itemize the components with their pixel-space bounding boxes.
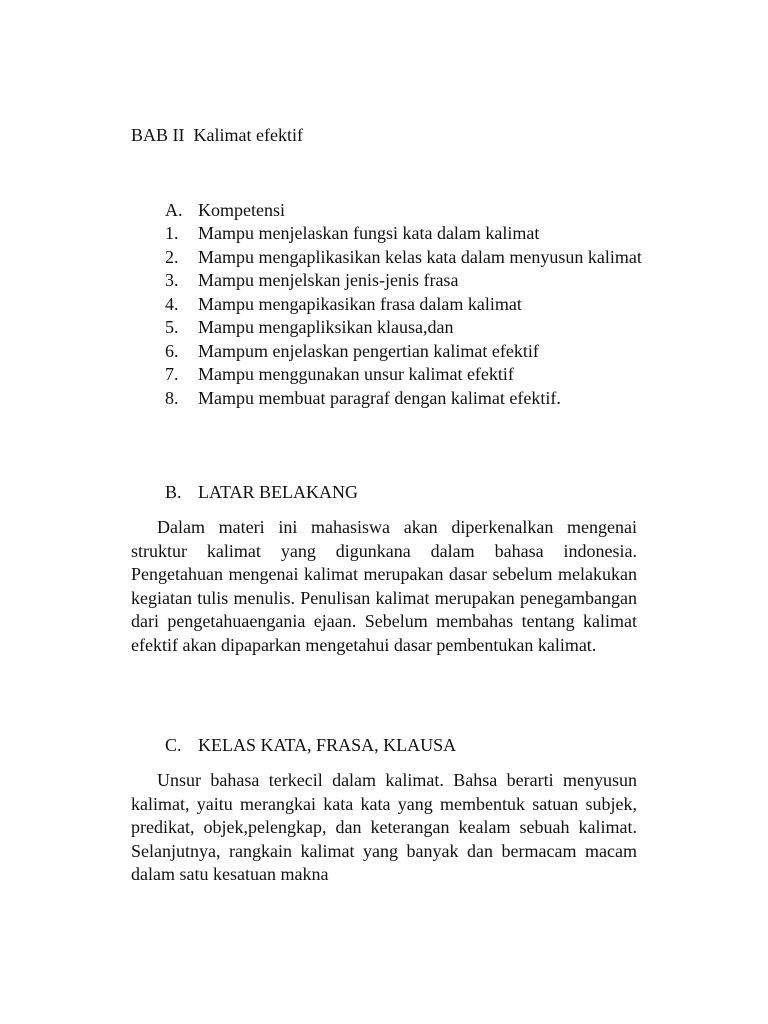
list-item-text: Mampu menjelaskan fungsi kata dalam kalimat (198, 223, 540, 243)
section-c-paragraph: Unsur bahasa terkecil dalam kalimat. Bahsa berarti menyusun kalimat, yaitu merangkai kata kata yang membentuk satuan subjek, predikat, objek,pelengkap, dan keterangan kealam sebuah kalimat. Selanjutnya, rangkain kalimat yang banyak dan bermacam macam dalam satu kesatuan makna (131, 770, 637, 884)
list-item (165, 222, 645, 246)
list-item-number: 8. (165, 387, 179, 408)
list-item-text: Mampu mengapliksikan klausa,dan (198, 317, 454, 337)
list-item (165, 340, 645, 364)
section-a-heading (165, 199, 285, 221)
list-item-number: 1. (165, 223, 179, 243)
section-c-heading (165, 734, 456, 756)
competency-list (165, 222, 645, 410)
list-item-number: 4. (165, 293, 179, 314)
list-item-text: Mampu mengaplikasikan kelas kata dalam menyusun kalimat (198, 246, 642, 267)
section-c-marker: C. (165, 735, 182, 755)
section-a-title: Kompetensi (198, 200, 285, 220)
list-item (165, 246, 645, 270)
section-b-title: LATAR BELAKANG (198, 482, 359, 502)
section-c-title: KELAS KATA, FRASA, KLAUSA (198, 735, 457, 755)
list-item-text: Mampum enjelaskan pengertian kalimat efektif (198, 340, 539, 361)
section-b-heading (165, 481, 358, 503)
list-item-number: 7. (165, 364, 179, 384)
list-item-number: 2. (165, 246, 179, 267)
list-item-number: 5. (165, 317, 179, 337)
list-item-number: 6. (165, 340, 179, 361)
section-b-marker: B. (165, 482, 182, 502)
list-item (165, 293, 645, 317)
list-item (165, 316, 645, 340)
list-item-number: 3. (165, 270, 179, 290)
section-a-marker: A. (165, 200, 183, 220)
list-item (165, 269, 645, 293)
chapter-title: BAB II Kalimat efektif (131, 125, 303, 145)
list-item (165, 363, 645, 387)
list-item-text: Mampu menggunakan unsur kalimat efektif (198, 364, 514, 384)
list-item-text: Mampu membuat paragraf dengan kalimat efektif. (198, 387, 561, 408)
list-item-text: Mampu menjelskan jenis-jenis frasa (198, 270, 459, 290)
list-item-text: Mampu mengapikasikan frasa dalam kalimat (198, 293, 522, 314)
section-b-paragraph: Dalam materi ini mahasiswa akan diperkenalkan mengenai struktur kalimat yang digunkana dalam bahasa indonesia. Pengetahuan mengenai kalimat merupakan dasar sebelum melakukan kegiatan tulis menulis. Penulisan kalimat merupakan penegambangan dari pengetahuaengania ejaan. Sebelum membahas tentang kalimat efektif akan dipaparkan mengetahui dasar pembentukan kalimat. (131, 517, 637, 655)
list-item (165, 387, 645, 411)
